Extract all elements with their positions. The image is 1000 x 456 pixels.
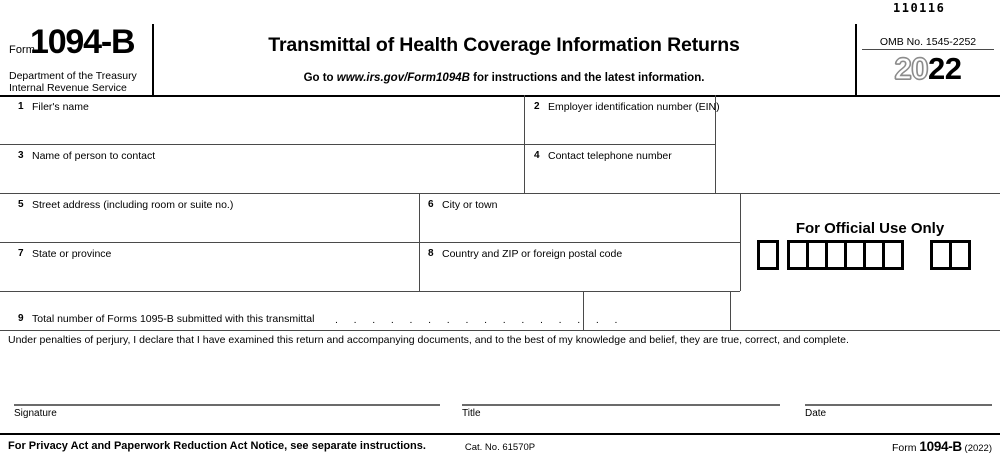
field-number-7: 7: [18, 248, 24, 259]
official-use-cell[interactable]: [760, 243, 776, 267]
title-label: Title: [462, 408, 481, 419]
official-use-single-box-group[interactable]: [757, 240, 779, 270]
official-use-box-row[interactable]: [757, 240, 971, 270]
masthead-left-divider: [152, 24, 154, 96]
date-label: Date: [805, 408, 827, 419]
tax-year-century: 20: [894, 51, 928, 86]
field-label-country-zip: Country and ZIP or foreign postal code: [442, 248, 623, 260]
field-number-4: 4: [534, 150, 540, 161]
form-number-heading: 1094-B: [30, 23, 135, 61]
grid-row-rule-3: [0, 242, 740, 243]
field-number-1: 1: [18, 101, 24, 112]
privacy-act-notice: For Privacy Act and Paperwork Reduction Act Notice, see separate instructions.: [8, 440, 426, 452]
department-line-1: Department of the Treasury: [9, 70, 137, 82]
omb-number: OMB No. 1545-2252: [879, 36, 977, 48]
document-code: 110116: [893, 1, 946, 15]
grid-row-rule-2: [0, 193, 1000, 194]
tax-year: [862, 52, 994, 86]
footer-top-rule: [0, 433, 1000, 435]
field-label-total-forms: Total number of Forms 1095-B submitted with this transmittal: [32, 313, 315, 325]
tax-year-suffix: 22: [928, 51, 962, 86]
grid-top-rule: [0, 95, 1000, 97]
instructions-link-line: [153, 72, 855, 84]
field-label-city-or-town: City or town: [442, 199, 498, 211]
official-use-cell[interactable]: [952, 243, 968, 267]
date-line[interactable]: [805, 404, 992, 406]
grid-divider-col-top: [524, 95, 525, 194]
field-label-state-or-province: State or province: [32, 248, 112, 260]
line9-box-right-edge: [730, 292, 731, 330]
footer-form-word: Form: [891, 442, 920, 454]
field-number-5: 5: [18, 199, 24, 210]
official-use-cell[interactable]: [933, 243, 952, 267]
perjury-declaration: Under penalties of perjury, I declare that I have examined this return and accompanying documents, and to the best of my knowledge and belief, they are true, correct, and complete.: [8, 334, 849, 346]
irs-url[interactable]: www.irs.gov/Form1094B: [336, 72, 470, 84]
grid-divider-col-mid: [419, 193, 420, 291]
official-use-cell[interactable]: [866, 243, 885, 267]
footer-form-reference: [892, 439, 992, 454]
official-use-only-heading: For Official Use Only: [795, 220, 945, 237]
official-use-cell[interactable]: [790, 243, 809, 267]
grid-bottom-rule: [0, 330, 1000, 331]
field-label-ein: Employer identification number (EIN): [548, 101, 720, 113]
signature-line[interactable]: [14, 404, 440, 406]
field-number-3: 3: [18, 150, 24, 161]
field-label-filers-name: Filer's name: [32, 101, 89, 113]
official-use-cell[interactable]: [847, 243, 866, 267]
field-number-6: 6: [428, 199, 434, 210]
field-number-8: 8: [428, 248, 434, 259]
line9-dot-leader: . . . . . . . . . . . . . . . .: [335, 314, 624, 326]
field-label-contact-phone: Contact telephone number: [548, 150, 672, 162]
footer-form-year: (2022): [961, 443, 992, 454]
official-use-tail-box-group[interactable]: [930, 240, 971, 270]
field-number-2: 2: [534, 101, 540, 112]
signature-label: Signature: [14, 408, 57, 419]
goto-prefix: Go to: [303, 72, 337, 84]
omb-underline: [862, 49, 994, 50]
form-word-label: Form: [9, 44, 36, 56]
field-label-street-address: Street address (including room or suite no.): [32, 199, 234, 211]
official-use-cell[interactable]: [809, 243, 828, 267]
page-title: Transmittal of Health Coverage Information Returns: [268, 34, 740, 56]
field-number-9: 9: [18, 313, 24, 324]
grid-divider-right-mid: [740, 193, 741, 291]
department-line-2: Internal Revenue Service: [9, 82, 127, 94]
official-use-cell[interactable]: [828, 243, 847, 267]
field-label-contact-name: Name of person to contact: [32, 150, 156, 162]
grid-row-rule-1: [0, 144, 715, 145]
title-line[interactable]: [462, 404, 780, 406]
catalog-number: Cat. No. 61570P: [464, 442, 536, 453]
official-use-cell[interactable]: [885, 243, 901, 267]
footer-form-number: 1094-B: [919, 439, 962, 454]
masthead-right-divider: [855, 24, 857, 96]
official-use-main-box-group[interactable]: [787, 240, 904, 270]
grid-row-rule-4: [0, 291, 740, 292]
goto-suffix: for instructions and the latest information.: [469, 72, 705, 84]
